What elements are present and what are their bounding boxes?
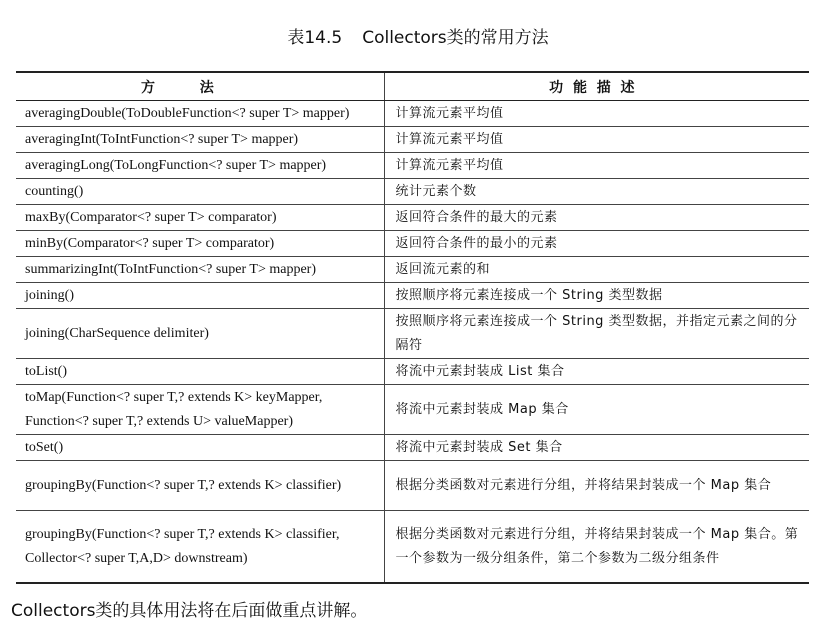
- description-cell: 计算流元素平均值: [384, 153, 809, 179]
- table-row: [16, 461, 809, 511]
- header-description: 功能描述: [384, 72, 809, 101]
- table-number: 表14.5: [287, 28, 343, 48]
- description-cell: 根据分类函数对元素进行分组，并将结果封装成一个 Map 集合: [384, 461, 809, 511]
- description-cell: 返回流元素的和: [384, 257, 809, 283]
- table-row: [16, 179, 809, 205]
- method-cell: minBy(Comparator<? super T> comparator): [16, 231, 384, 257]
- table-caption: [0, 23, 836, 48]
- table-row: [16, 231, 809, 257]
- method-cell: toSet(): [16, 435, 384, 461]
- table-row: [16, 511, 809, 584]
- method-cell: counting(): [16, 179, 384, 205]
- method-cell: toMap(Function<? super T,? extends K> keyMapper, Function<? super T,? extends U> valueMapper): [16, 385, 384, 435]
- description-cell: 根据分类函数对元素进行分组，并将结果封装成一个 Map 集合。第一个参数为一级分组条件，第二个参数为二级分组条件: [384, 511, 809, 584]
- description-cell: 返回符合条件的最小的元素: [384, 231, 809, 257]
- description-cell: 将流中元素封装成 Map 集合: [384, 385, 809, 435]
- method-cell: averagingDouble(ToDoubleFunction<? super T> mapper): [16, 101, 384, 127]
- table-row: [16, 359, 809, 385]
- description-cell: 计算流元素平均值: [384, 101, 809, 127]
- footer-paragraph: Collectors类的具体用法将在后面做重点讲解。: [11, 601, 368, 621]
- table-row: [16, 101, 809, 127]
- description-cell: 将流中元素封装成 List 集合: [384, 359, 809, 385]
- method-cell: joining(CharSequence delimiter): [16, 309, 384, 359]
- table-row: [16, 435, 809, 461]
- table-row: [16, 385, 809, 435]
- table-header-row: [16, 72, 809, 101]
- method-cell: groupingBy(Function<? super T,? extends K> classifier, Collector<? super T,A,D> downstream): [16, 511, 384, 584]
- method-cell: averagingInt(ToIntFunction<? super T> mapper): [16, 127, 384, 153]
- description-cell: 按照顺序将元素连接成一个 String 类型数据: [384, 283, 809, 309]
- method-cell: groupingBy(Function<? super T,? extends K> classifier): [16, 461, 384, 511]
- description-cell: 计算流元素平均值: [384, 127, 809, 153]
- table-row: [16, 153, 809, 179]
- table-row: [16, 127, 809, 153]
- table-title: Collectors类的常用方法: [362, 28, 549, 48]
- method-cell: maxBy(Comparator<? super T> comparator): [16, 205, 384, 231]
- description-cell: 将流中元素封装成 Set 集合: [384, 435, 809, 461]
- table-row: [16, 257, 809, 283]
- method-cell: joining(): [16, 283, 384, 309]
- table-row: [16, 283, 809, 309]
- method-cell: summarizingInt(ToIntFunction<? super T> mapper): [16, 257, 384, 283]
- description-cell: 统计元素个数: [384, 179, 809, 205]
- method-cell: averagingLong(ToLongFunction<? super T> mapper): [16, 153, 384, 179]
- description-cell: 按照顺序将元素连接成一个 String 类型数据，并指定元素之间的分隔符: [384, 309, 809, 359]
- method-cell: toList(): [16, 359, 384, 385]
- table-row: [16, 205, 809, 231]
- header-method: 方法: [16, 72, 384, 101]
- table-row: [16, 309, 809, 359]
- description-cell: 返回符合条件的最大的元素: [384, 205, 809, 231]
- collectors-methods-table: [16, 71, 809, 584]
